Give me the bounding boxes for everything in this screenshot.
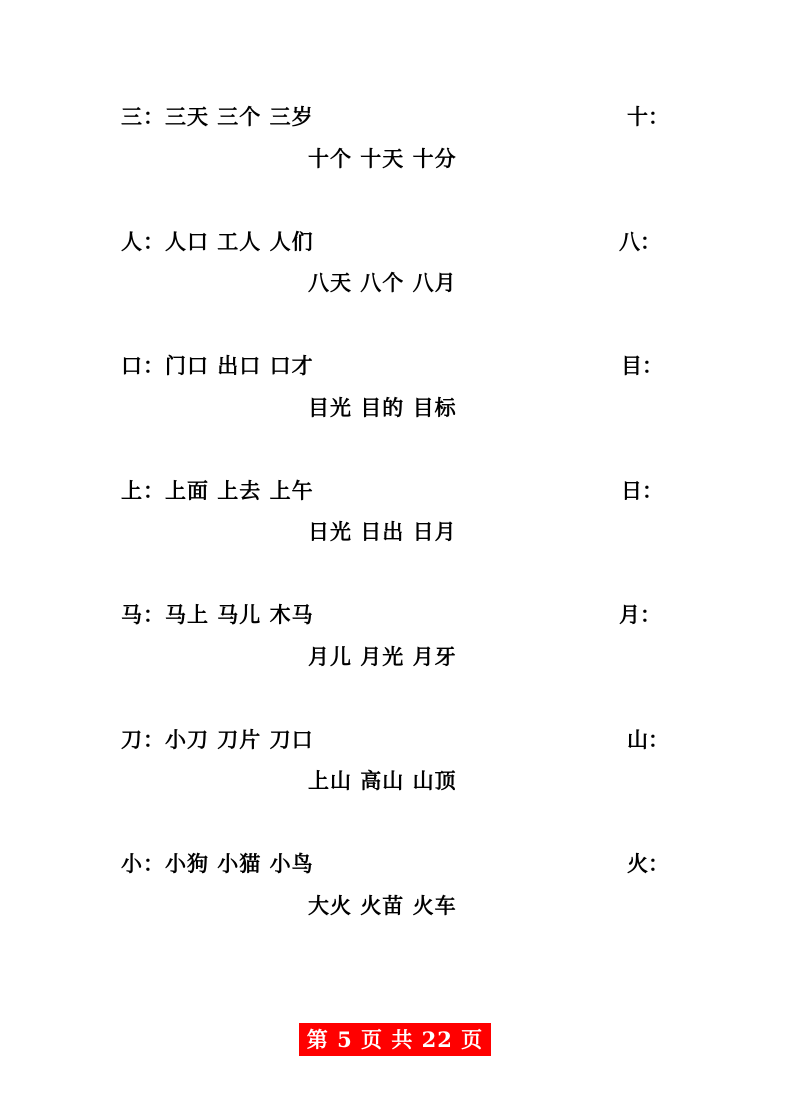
entry-7-right: 火： [627, 851, 669, 876]
page-number-footer: 第 5 页 共 22 页 [299, 1023, 491, 1056]
entry-5-right: 月： [619, 602, 661, 627]
entry-6-continuation: 上山 高山 山顶 [308, 768, 457, 793]
entry-5-continuation: 月儿 月光 月牙 [308, 644, 457, 669]
entry-7-continuation: 大火 火苗 火车 [308, 893, 457, 918]
entry-2-continuation: 八天 八个 八月 [308, 270, 457, 295]
entry-1-right: 十： [627, 104, 669, 129]
entry-4-left: 上：上面 上去 上午 [121, 478, 314, 503]
entry-4-right: 日： [621, 478, 663, 503]
entry-6-left: 刀：小刀 刀片 刀口 [121, 727, 314, 752]
entry-4-continuation: 日光 日出 日月 [308, 519, 457, 544]
entry-1-continuation: 十个 十天 十分 [308, 146, 457, 171]
entry-3-continuation: 目光 目的 目标 [308, 395, 457, 420]
entry-2-left: 人：人口 工人 人们 [121, 229, 314, 254]
entry-1-left: 三：三天 三个 三岁 [121, 104, 314, 129]
entry-5-left: 马：马上 马儿 木马 [121, 602, 314, 627]
entry-2-right: 八： [619, 229, 661, 254]
entry-3-right: 目： [621, 353, 663, 378]
entry-3-left: 口：门口 出口 口才 [121, 353, 314, 378]
entry-7-left: 小：小狗 小猫 小鸟 [121, 851, 314, 876]
entry-6-right: 山： [627, 727, 669, 752]
